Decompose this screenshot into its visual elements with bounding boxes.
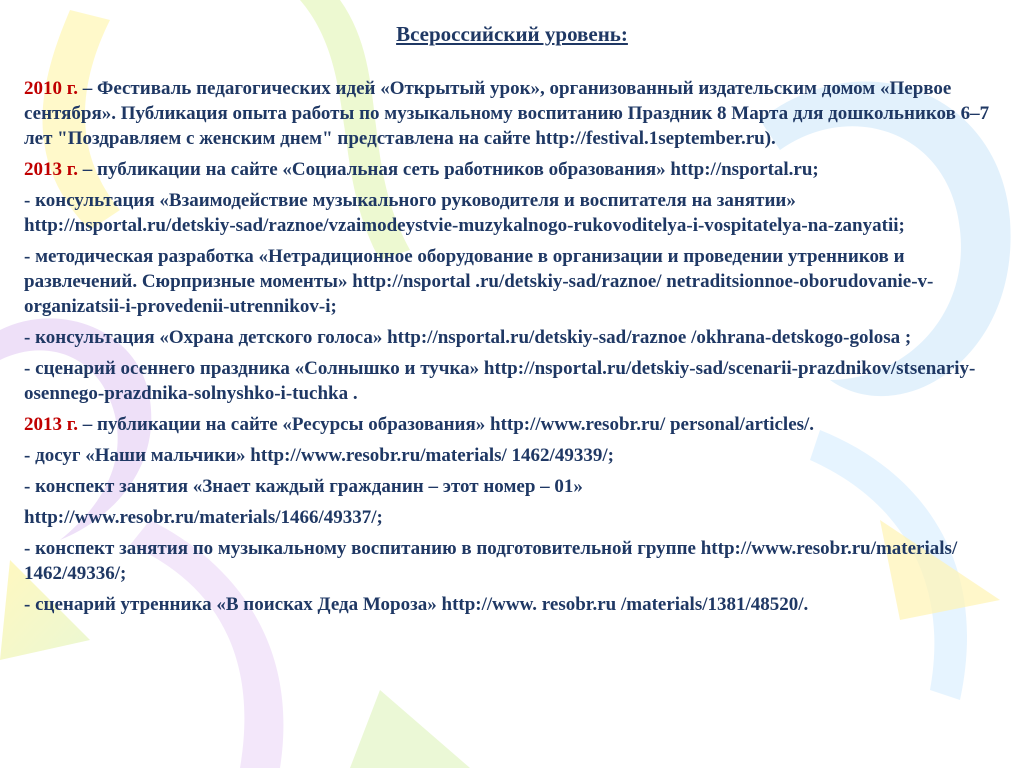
paragraph-text: - сценарий осеннего праздника «Солнышко и тучка» http://nsportal.ru/detskiy-sad/scenarii-prazdnikov/stsenariy-osennego-prazdnika-solnyshko-i-tuchka . [24, 358, 976, 404]
paragraph [24, 157, 1000, 182]
paragraph-text: - консультация «Взаимодействие музыкального руководителя и воспитателя на занятии» http://nsportal.ru/detskiy-sad/raznoe/vzaimodeystvie-muzykalnogo-rukovoditelya-i-vospitatelya-na-zanyatii; [24, 190, 905, 236]
year-label: 2010 г. [24, 78, 78, 99]
paragraph-text: - сценарий утренника «В поисках Деда Мороза» http://www. resobr.ru /materials/1381/48520/. [24, 594, 809, 615]
paragraph [24, 592, 1000, 617]
paragraph [24, 188, 1000, 238]
paragraph-text: – Фестиваль педагогических идей «Открытый урок», организованный издательским домом «Первое сентября». Публикация опыта работы по музыкальному воспитанию Праздник 8 Марта для дошкольников 6–7 лет "Поздравляем с женским днем" представлена на сайте http://festival.1september.ru). [24, 78, 990, 149]
paragraph-text: http://www.resobr.ru/materials/1466/49337/; [24, 507, 383, 528]
paragraph [24, 325, 1000, 350]
paragraph-text: - конспект занятия «Знает каждый гражданин – этот номер – 01» [24, 476, 583, 497]
paragraph-text: - конспект занятия по музыкальному воспитанию в подготовительной группе http://www.resobr.ru/materials/ 1462/49336/; [24, 538, 958, 584]
publications-list [24, 76, 1000, 623]
paragraph-text: - консультация «Охрана детского голоса» http://nsportal.ru/detskiy-sad/raznoe /okhrana-detskogo-golosa ; [24, 327, 912, 348]
paragraph-text: - методическая разработка «Нетрадиционное оборудование в организации и проведении утренников и развлечений. Сюрпризные моменты» http://nsportal .ru/detskiy-sad/raznoe/ netraditsionnoe-oborudovanie-v-organizatsii-i-provedenii-utrennikov-i; [24, 246, 934, 317]
slide-title: Всероссийский уровень: [396, 22, 628, 46]
paragraph-text: – публикации на сайте «Социальная сеть работников образования» http://nsportal.ru; [78, 159, 819, 180]
paragraph [24, 412, 1000, 437]
paragraph [24, 356, 1000, 406]
paragraph [24, 76, 1000, 151]
paragraph [24, 443, 1000, 468]
paragraph [24, 474, 1000, 499]
paragraph [24, 505, 1000, 530]
paragraph [24, 244, 1000, 319]
year-label: 2013 г. [24, 159, 78, 180]
paragraph-text: – публикации на сайте «Ресурсы образования» http://www.resobr.ru/ personal/articles/. [78, 414, 815, 435]
paragraph [24, 536, 1000, 586]
paragraph-text: - досуг «Наши мальчики» http://www.resobr.ru/materials/ 1462/49339/; [24, 445, 614, 466]
year-label: 2013 г. [24, 414, 78, 435]
